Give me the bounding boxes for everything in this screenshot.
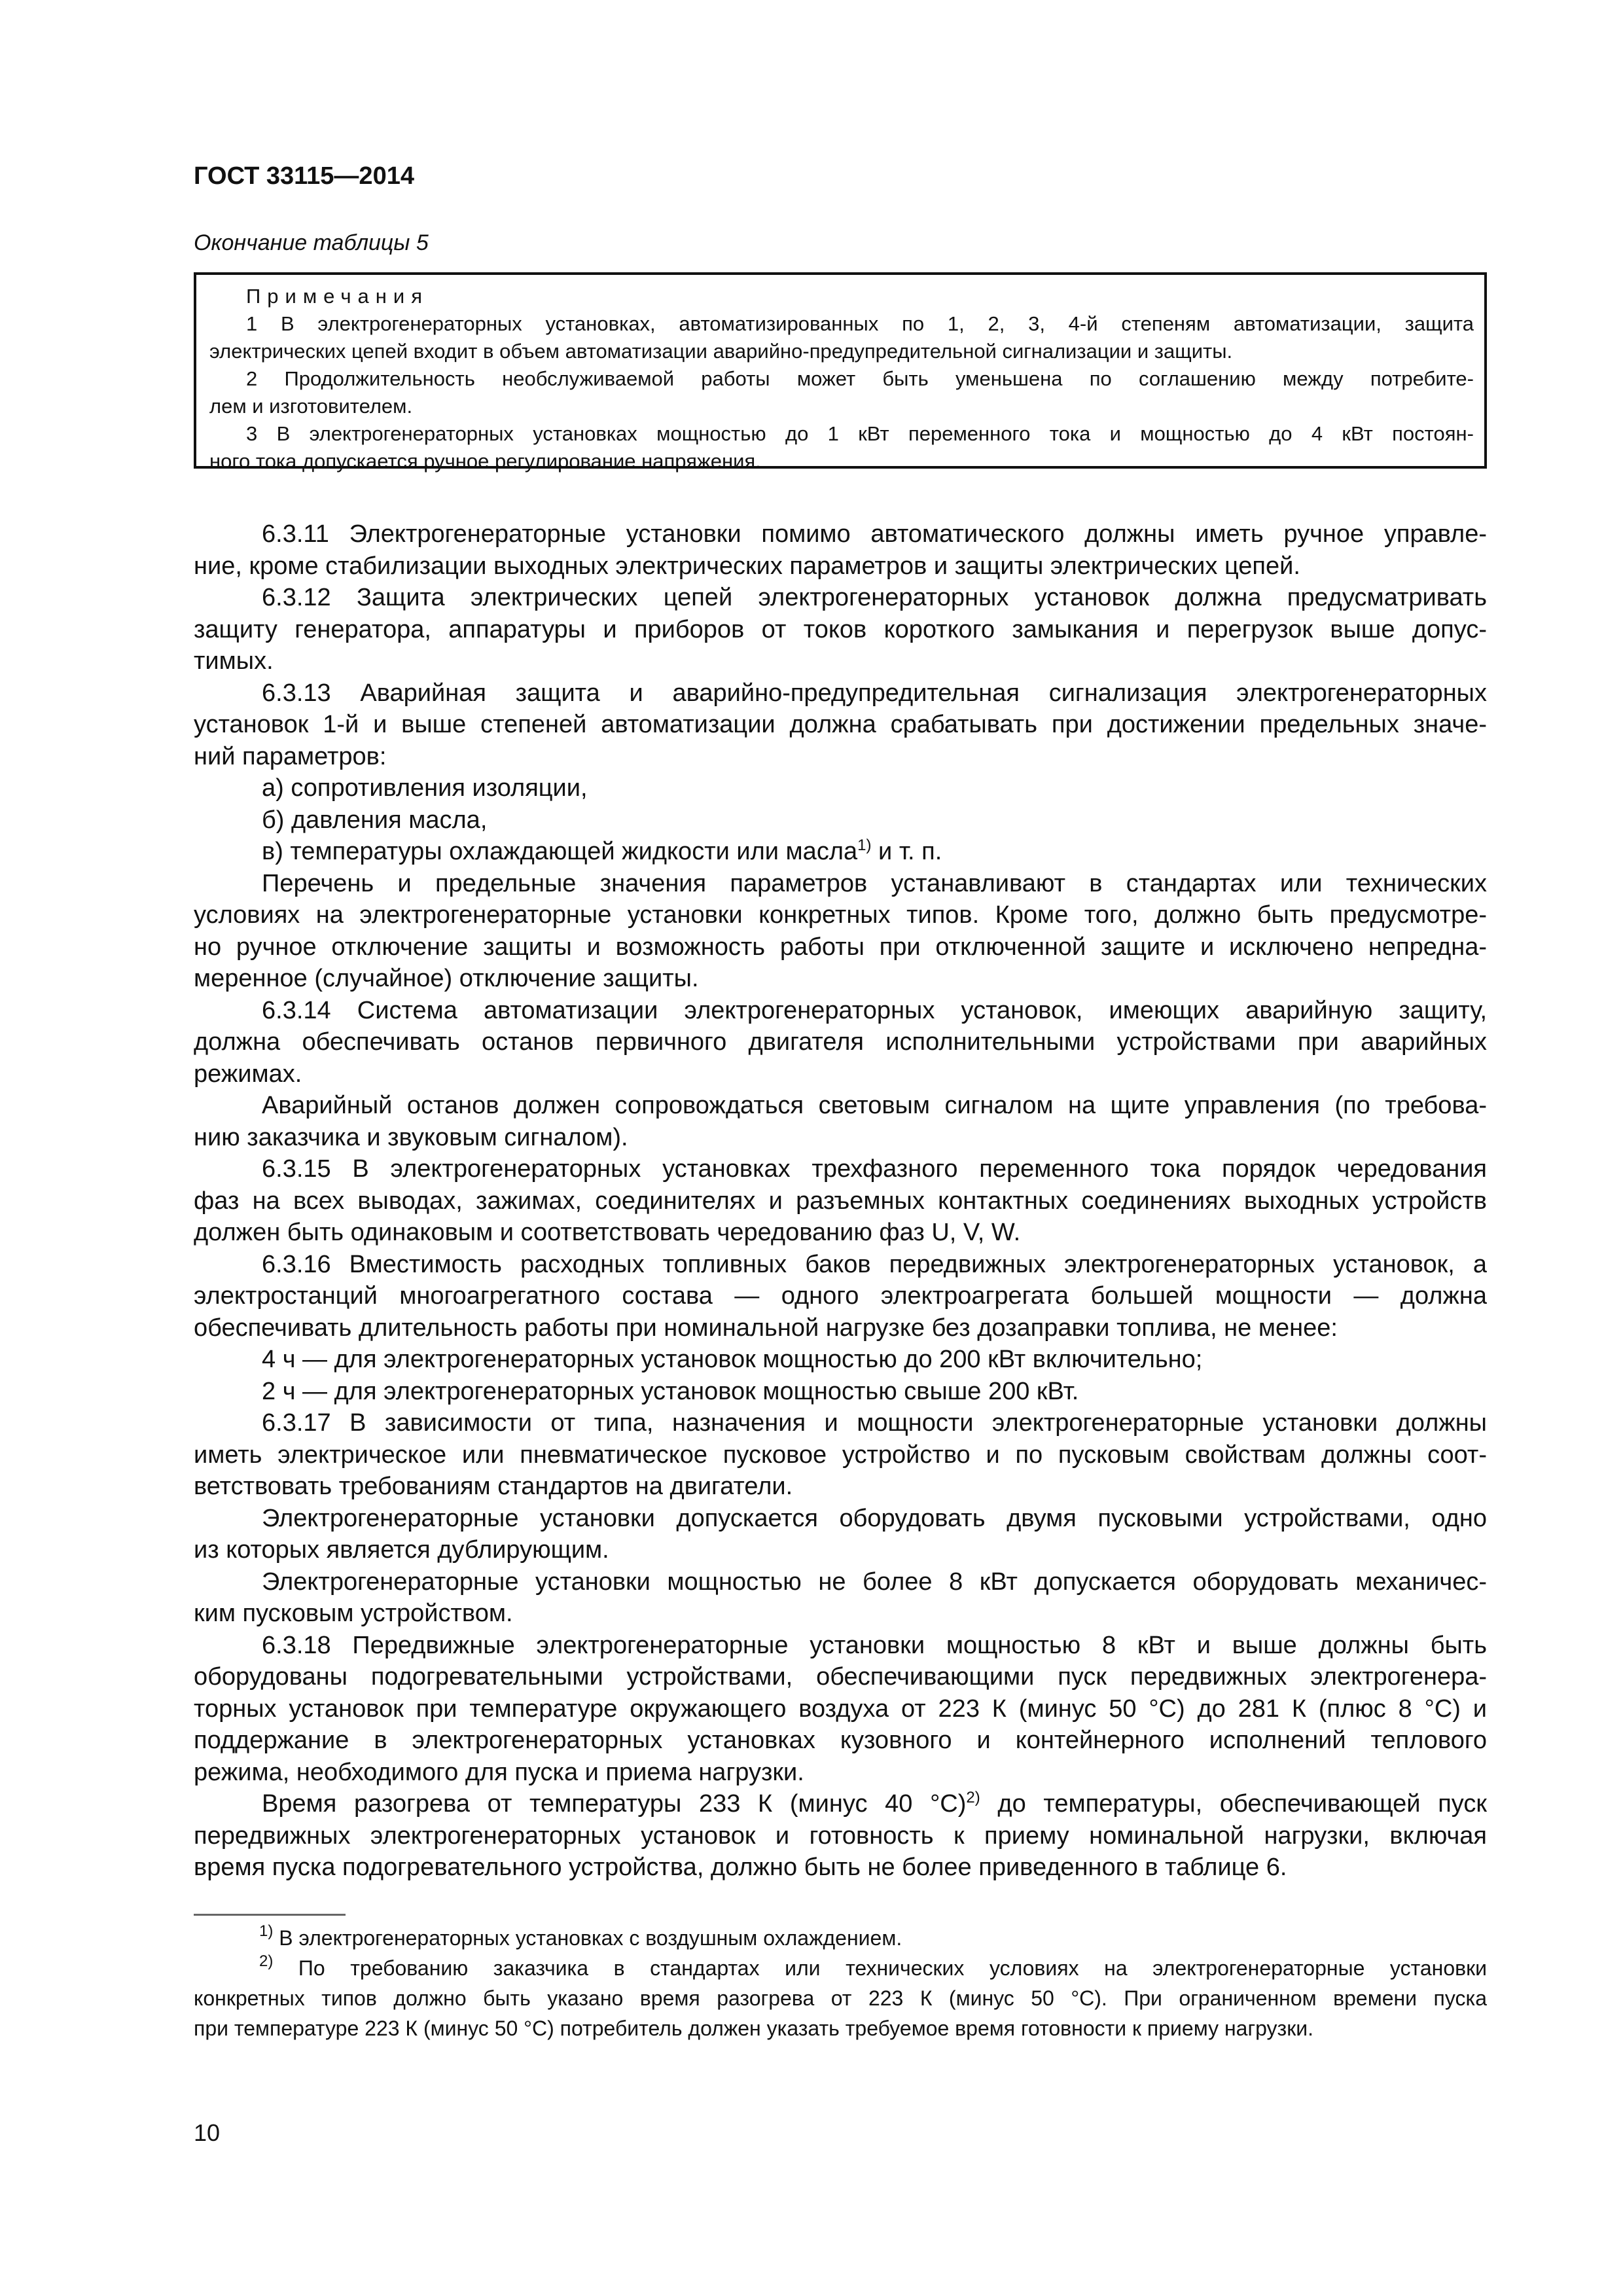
text-line: 6.3.13 Аварийная защита и аварийно-предупредительная сигнализация электрогенераторных [262, 679, 1487, 707]
text-line: 6.3.17 В зависимости от типа, назначения и мощности электрогенераторные установки должны [262, 1409, 1487, 1437]
text-line: торных установок при температуре окружающего воздуха от 223 К (минус 50 °С) до 281 К (плюс 8 °С) и [194, 1695, 1487, 1723]
note-line: лем и изготовителем. [209, 395, 413, 418]
text-line: режима, необходимого для пуска и приема нагрузки. [194, 1758, 804, 1786]
text-line: ким пусковым устройством. [194, 1600, 513, 1627]
text-line: должен быть одинаковым и соответствовать чередованию фаз U, V, W. [194, 1219, 1021, 1246]
text-line: 6.3.16 Вместимость расходных топливных баков передвижных электрогенераторных установок, а [262, 1250, 1487, 1278]
footnotes [194, 1923, 1487, 2043]
footnote-ref: 2) [966, 1789, 980, 1806]
text-line: обеспечивать длительность работы при номинальной нагрузке без дозаправки топлива, не менее: [194, 1314, 1338, 1342]
page-number: 10 [194, 2119, 221, 2146]
text-line: должна обеспечивать останов первичного двигателя исполнительными устройствами при аварийных [194, 1028, 1487, 1056]
list-item: в) температуры охлаждающей жидкости или масла$^{1)}$ и т. п. [262, 836, 942, 865]
footnote-marker: 1) [259, 1922, 274, 1940]
text-line: 6.3.11 Электрогенераторные установки помимо автоматического должны иметь ручное управле- [262, 520, 1487, 548]
list-item: б) давления масла, [262, 806, 488, 834]
footnote-2: $^{2)}$ По требованию заказчика в стандартах или технических условиях на электрогенераторные установки [259, 1952, 1487, 1980]
text-line: защиту генератора, аппаратуры и приборов от токов короткого замыкания и перегрузок выше допус- [194, 615, 1487, 643]
footnote-marker: 2) [259, 1952, 274, 1970]
footnote-1: $^{1)}$ В электрогенераторных установках с воздушным охлаждением. [259, 1922, 902, 1950]
note-line: 3 В электрогенераторных установках мощностью до 1 кВт переменного тока и мощностью до 4 кВт постоян- [246, 422, 1474, 445]
text-line: ний параметров: [194, 742, 387, 770]
table-continuation-label: Окончание таблицы 5 [194, 230, 429, 255]
footnote-separator [194, 1914, 346, 1916]
body-text [194, 518, 1487, 1884]
text-line: ние, кроме стабилизации выходных электрических параметров и защиты электрических цепей. [194, 552, 1300, 580]
text-line: Электрогенераторные установки допускается оборудовать двумя пусковыми устройствами, одно [262, 1504, 1487, 1532]
text-line: меренное (случайное) отключение защиты. [194, 965, 699, 992]
text-line: фаз на всех выводах, зажимах, соединителях и разъемных контактных соединениях выходных устройств [194, 1187, 1487, 1215]
text-line: поддержание в электрогенераторных установках кузовного и контейнерного исполнений теплового [194, 1727, 1487, 1754]
list-item: а) сопротивления изоляции, [262, 774, 588, 802]
text-line: 2 ч — для электрогенераторных установок мощностью свыше 200 кВт. [262, 1377, 1079, 1405]
text-line: оборудованы подогревательными устройствами, обеспечивающими пуск передвижных электрогенера- [194, 1663, 1487, 1691]
text-line: 6.3.15 В электрогенераторных установках трехфазного переменного тока порядок чередования [262, 1155, 1487, 1183]
text-line: ветствовать требованиям стандартов на двигатели. [194, 1473, 793, 1500]
text-line: режимах. [194, 1060, 302, 1088]
text-line: 6.3.14 Система автоматизации электрогенераторных установок, имеющих аварийную защиту, [262, 996, 1487, 1024]
text-line: Аварийный останов должен сопровождаться световым сигналом на щите управления (по требова- [262, 1092, 1487, 1119]
text-line: время пуска подогревательного устройства, должно быть не более приведенного в таблице 6. [194, 1854, 1287, 1881]
text-line: электростанций многоагрегатного состава — одного электроагрегата большей мощности — должна [194, 1282, 1487, 1310]
text-line: 6.3.18 Передвижные электрогенераторные установки мощностью 8 кВт и выше должны быть [262, 1631, 1487, 1659]
text-line: Время разогрева от температуры 233 К (минус 40 °С)$^{2)}$ до температуры, обеспечивающей пуск [262, 1789, 1487, 1818]
notes-title: Примечания [246, 285, 429, 308]
text-line: 6.3.12 Защита электрических цепей электрогенераторных установок должна предусматривать [262, 584, 1487, 611]
text-line: Электрогенераторные установки мощностью не более 8 кВт допускается оборудовать механичес- [262, 1568, 1487, 1596]
document-code: ГОСТ 33115—2014 [194, 162, 414, 190]
note-line: 2 Продолжительность необслуживаемой работы может быть уменьшена по соглашению между потребите- [246, 367, 1474, 390]
text-line: но ручное отключение защиты и возможность работы при отключенной защите и исключено непредна- [194, 933, 1487, 961]
text-line: тимых. [194, 647, 274, 675]
text-line: установок 1-й и выше степеней автоматизации должна срабатывать при достижении предельных значе- [194, 711, 1487, 738]
note-line: электрических цепей входит в объем автоматизации аварийно-предупредительной сигнализации и защиты. [209, 340, 1233, 363]
note-line: 1 В электрогенераторных установках, автоматизированных по 1, 2, 3, 4-й степеням автоматизации, защита [246, 312, 1474, 335]
text-line: 4 ч — для электрогенераторных установок мощностью до 200 кВт включительно; [262, 1346, 1203, 1373]
footnote-ref: 1) [857, 836, 872, 854]
notes-box [194, 272, 1487, 473]
text-line: условиях на электрогенераторные установки конкретных типов. Кроме того, должно быть предусмотре- [194, 901, 1487, 929]
text-line: иметь электрическое или пневматическое пусковое устройство и по пусковым свойствам должны соот- [194, 1441, 1487, 1469]
footnote-line: конкретных типов должно быть указано время разогрева от 223 К (минус 50 °С). При ограниченном времени пуска [194, 1986, 1487, 2010]
text-line: передвижных электрогенераторных установок и готовность к приему номинальной нагрузки, включая [194, 1821, 1487, 1850]
text-line: из которых является дублирующим. [194, 1536, 609, 1564]
footnote-line: при температуре 223 К (минус 50 °С) потребитель должен указать требуемое время готовности к приему нагрузки. [194, 2017, 1313, 2040]
note-line: ного тока допускается ручное регулирование напряжения. [209, 450, 761, 473]
text-line: нию заказчика и звуковым сигналом). [194, 1123, 628, 1151]
text-line: Перечень и предельные значения параметров устанавливают в стандартах или технических [262, 869, 1487, 897]
